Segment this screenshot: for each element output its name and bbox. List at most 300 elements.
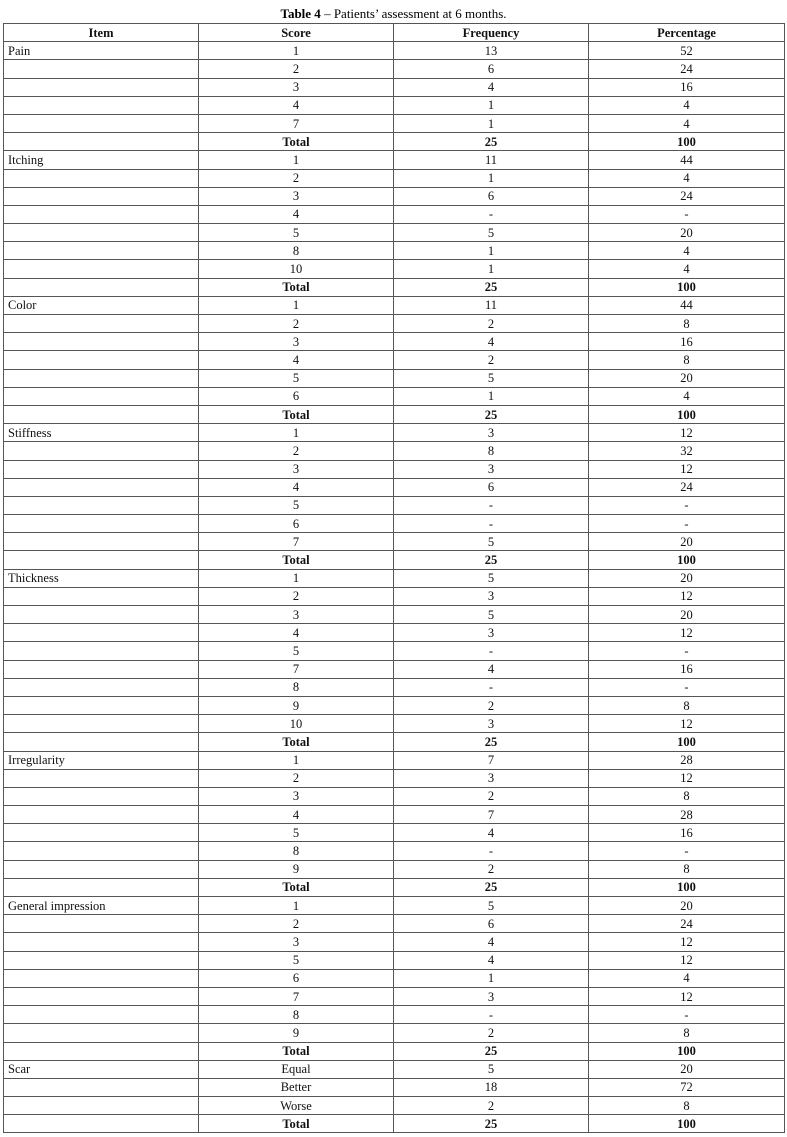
cell-score: Total (199, 878, 394, 896)
cell-item (4, 278, 199, 296)
table-row (4, 987, 785, 1005)
cell-item (4, 987, 199, 1005)
cell-score: 5 (199, 369, 394, 387)
cell-percentage: - (589, 1006, 785, 1024)
cell-percentage: 8 (589, 787, 785, 805)
table-row (4, 1024, 785, 1042)
cell-frequency: 25 (394, 1115, 589, 1133)
table-row (4, 187, 785, 205)
cell-frequency: 25 (394, 405, 589, 423)
cell-frequency: 6 (394, 187, 589, 205)
table-row (4, 933, 785, 951)
cell-score: 1 (199, 897, 394, 915)
table-row-total (4, 1042, 785, 1060)
cell-item (4, 806, 199, 824)
cell-percentage: - (589, 205, 785, 223)
table-row (4, 296, 785, 314)
cell-percentage: 4 (589, 96, 785, 114)
cell-percentage: 20 (589, 897, 785, 915)
cell-frequency: 13 (394, 42, 589, 60)
cell-frequency: - (394, 842, 589, 860)
cell-item (4, 642, 199, 660)
cell-percentage: 4 (589, 242, 785, 260)
cell-frequency: 18 (394, 1078, 589, 1096)
cell-score: 8 (199, 242, 394, 260)
cell-percentage: 28 (589, 751, 785, 769)
cell-percentage: 8 (589, 1097, 785, 1115)
cell-frequency: 25 (394, 278, 589, 296)
table-row (4, 860, 785, 878)
cell-percentage: 16 (589, 824, 785, 842)
table-row (4, 260, 785, 278)
cell-score: 4 (199, 96, 394, 114)
cell-percentage: 8 (589, 315, 785, 333)
cell-frequency: 25 (394, 733, 589, 751)
cell-score: 9 (199, 860, 394, 878)
cell-score: 2 (199, 587, 394, 605)
cell-score: Total (199, 733, 394, 751)
cell-item (4, 1115, 199, 1133)
cell-frequency: 11 (394, 151, 589, 169)
cell-frequency: 3 (394, 587, 589, 605)
cell-frequency: 4 (394, 933, 589, 951)
cell-item: Scar (4, 1060, 199, 1078)
table-row (4, 569, 785, 587)
table-row (4, 424, 785, 442)
cell-item (4, 606, 199, 624)
cell-percentage: 24 (589, 478, 785, 496)
cell-percentage: - (589, 515, 785, 533)
cell-item (4, 242, 199, 260)
cell-item (4, 187, 199, 205)
cell-score: 7 (199, 987, 394, 1005)
cell-score: 2 (199, 169, 394, 187)
table-row (4, 824, 785, 842)
cell-frequency: 3 (394, 715, 589, 733)
cell-score: 5 (199, 951, 394, 969)
cell-percentage: 12 (589, 933, 785, 951)
cell-score: 6 (199, 969, 394, 987)
cell-frequency: 4 (394, 78, 589, 96)
cell-frequency: 5 (394, 533, 589, 551)
cell-percentage: 100 (589, 878, 785, 896)
cell-score: 6 (199, 387, 394, 405)
cell-percentage: 100 (589, 1042, 785, 1060)
cell-frequency: 1 (394, 242, 589, 260)
cell-item (4, 478, 199, 496)
cell-percentage: 4 (589, 114, 785, 132)
cell-frequency: - (394, 205, 589, 223)
table-row (4, 1097, 785, 1115)
header-frequency: Frequency (394, 24, 589, 42)
table-row (4, 387, 785, 405)
cell-percentage: 100 (589, 1115, 785, 1133)
cell-percentage: 20 (589, 606, 785, 624)
cell-score: Equal (199, 1060, 394, 1078)
cell-item (4, 333, 199, 351)
cell-frequency: 8 (394, 442, 589, 460)
cell-frequency: 25 (394, 133, 589, 151)
cell-percentage: 16 (589, 660, 785, 678)
cell-percentage: 52 (589, 42, 785, 60)
cell-item (4, 387, 199, 405)
cell-score: 2 (199, 769, 394, 787)
cell-percentage: 72 (589, 1078, 785, 1096)
cell-frequency: 25 (394, 551, 589, 569)
cell-frequency: 5 (394, 569, 589, 587)
table-row (4, 624, 785, 642)
cell-score: 1 (199, 569, 394, 587)
cell-frequency: 2 (394, 315, 589, 333)
cell-frequency: 1 (394, 260, 589, 278)
table-row (4, 1060, 785, 1078)
cell-item: Pain (4, 42, 199, 60)
table-row-total (4, 133, 785, 151)
table-row (4, 224, 785, 242)
table-row-total (4, 405, 785, 423)
table-row (4, 242, 785, 260)
cell-item: Stiffness (4, 424, 199, 442)
cell-item (4, 860, 199, 878)
cell-percentage: 8 (589, 860, 785, 878)
cell-percentage: - (589, 842, 785, 860)
cell-score: 5 (199, 824, 394, 842)
cell-score: 9 (199, 696, 394, 714)
cell-item: Color (4, 296, 199, 314)
cell-score: Total (199, 133, 394, 151)
cell-item (4, 533, 199, 551)
table-row (4, 969, 785, 987)
cell-item (4, 1078, 199, 1096)
cell-percentage: 100 (589, 733, 785, 751)
cell-frequency: - (394, 515, 589, 533)
cell-score: 10 (199, 260, 394, 278)
cell-item (4, 114, 199, 132)
cell-frequency: 5 (394, 224, 589, 242)
cell-frequency: 4 (394, 333, 589, 351)
cell-item (4, 787, 199, 805)
table-row (4, 787, 785, 805)
cell-score: 7 (199, 660, 394, 678)
cell-percentage: 24 (589, 60, 785, 78)
cell-percentage: 4 (589, 260, 785, 278)
table-row (4, 42, 785, 60)
table-row-total (4, 733, 785, 751)
cell-percentage: 28 (589, 806, 785, 824)
cell-frequency: 1 (394, 96, 589, 114)
cell-score: 1 (199, 42, 394, 60)
table-row (4, 60, 785, 78)
cell-item (4, 496, 199, 514)
cell-item (4, 224, 199, 242)
cell-item (4, 1024, 199, 1042)
cell-score: 8 (199, 1006, 394, 1024)
cell-item (4, 133, 199, 151)
table-row (4, 351, 785, 369)
cell-frequency: 1 (394, 114, 589, 132)
cell-frequency: 2 (394, 696, 589, 714)
cell-item: Itching (4, 151, 199, 169)
table-row (4, 897, 785, 915)
cell-item (4, 315, 199, 333)
cell-frequency: - (394, 496, 589, 514)
cell-frequency: 2 (394, 860, 589, 878)
cell-item (4, 842, 199, 860)
table-body (4, 42, 785, 1133)
cell-score: 2 (199, 60, 394, 78)
cell-item (4, 915, 199, 933)
table-caption (3, 5, 784, 23)
table-row (4, 333, 785, 351)
table-row (4, 478, 785, 496)
cell-item: Irregularity (4, 751, 199, 769)
table-row-total (4, 551, 785, 569)
caption-text: – Patients’ assessment at 6 months. (320, 6, 507, 21)
cell-percentage: 12 (589, 587, 785, 605)
cell-frequency: 6 (394, 915, 589, 933)
cell-frequency: 4 (394, 951, 589, 969)
cell-percentage: 44 (589, 151, 785, 169)
cell-frequency: - (394, 1006, 589, 1024)
cell-percentage: 12 (589, 424, 785, 442)
cell-percentage: 100 (589, 405, 785, 423)
table-row (4, 78, 785, 96)
cell-percentage: 24 (589, 915, 785, 933)
cell-percentage: - (589, 642, 785, 660)
cell-percentage: 4 (589, 387, 785, 405)
cell-score: 5 (199, 642, 394, 660)
cell-score: 3 (199, 933, 394, 951)
cell-frequency: 3 (394, 769, 589, 787)
cell-score: 1 (199, 751, 394, 769)
cell-item (4, 733, 199, 751)
cell-score: 3 (199, 333, 394, 351)
cell-frequency: 3 (394, 987, 589, 1005)
cell-score: Worse (199, 1097, 394, 1115)
cell-score: 4 (199, 806, 394, 824)
table-row-total (4, 1115, 785, 1133)
header-item: Item (4, 24, 199, 42)
cell-frequency: 7 (394, 806, 589, 824)
cell-item (4, 205, 199, 223)
cell-item (4, 969, 199, 987)
cell-item (4, 715, 199, 733)
cell-percentage: - (589, 678, 785, 696)
cell-item (4, 60, 199, 78)
cell-percentage: 8 (589, 1024, 785, 1042)
cell-score: 8 (199, 842, 394, 860)
cell-item (4, 169, 199, 187)
table-row (4, 114, 785, 132)
cell-percentage: 32 (589, 442, 785, 460)
table-row (4, 169, 785, 187)
table-row (4, 496, 785, 514)
cell-score: 7 (199, 533, 394, 551)
cell-frequency: 7 (394, 751, 589, 769)
cell-item (4, 951, 199, 969)
table-row (4, 1078, 785, 1096)
cell-item (4, 369, 199, 387)
cell-percentage: 100 (589, 278, 785, 296)
cell-score: 3 (199, 460, 394, 478)
table-row (4, 587, 785, 605)
cell-item (4, 1006, 199, 1024)
cell-percentage: 12 (589, 715, 785, 733)
cell-percentage: 44 (589, 296, 785, 314)
cell-score: 2 (199, 315, 394, 333)
header-percentage: Percentage (589, 24, 785, 42)
cell-item (4, 1097, 199, 1115)
cell-score: Total (199, 1115, 394, 1133)
cell-frequency: 2 (394, 1097, 589, 1115)
cell-frequency: 1 (394, 969, 589, 987)
cell-item: General impression (4, 897, 199, 915)
cell-score: 8 (199, 678, 394, 696)
header-score: Score (199, 24, 394, 42)
caption-label: Table 4 (280, 6, 321, 21)
table-row (4, 769, 785, 787)
cell-item (4, 587, 199, 605)
table-row (4, 660, 785, 678)
cell-item: Thickness (4, 569, 199, 587)
table-row (4, 606, 785, 624)
cell-frequency: 2 (394, 351, 589, 369)
cell-frequency: 1 (394, 387, 589, 405)
cell-score: 4 (199, 351, 394, 369)
cell-score: 1 (199, 296, 394, 314)
table-row (4, 842, 785, 860)
cell-score: 6 (199, 515, 394, 533)
cell-item (4, 696, 199, 714)
cell-item (4, 96, 199, 114)
cell-percentage: 20 (589, 1060, 785, 1078)
table-row (4, 715, 785, 733)
cell-percentage: 20 (589, 569, 785, 587)
table-row (4, 151, 785, 169)
cell-percentage: 12 (589, 987, 785, 1005)
table-row (4, 806, 785, 824)
table-row (4, 442, 785, 460)
cell-score: Total (199, 278, 394, 296)
cell-frequency: - (394, 678, 589, 696)
cell-score: 3 (199, 78, 394, 96)
cell-frequency: 5 (394, 606, 589, 624)
cell-item (4, 1042, 199, 1060)
cell-item (4, 260, 199, 278)
cell-score: 4 (199, 205, 394, 223)
cell-item (4, 878, 199, 896)
cell-score: Total (199, 551, 394, 569)
cell-frequency: 3 (394, 624, 589, 642)
cell-percentage: 4 (589, 969, 785, 987)
cell-frequency: 3 (394, 460, 589, 478)
cell-frequency: 5 (394, 897, 589, 915)
cell-percentage: 12 (589, 624, 785, 642)
cell-item (4, 660, 199, 678)
cell-score: 4 (199, 478, 394, 496)
cell-score: 1 (199, 424, 394, 442)
table-row (4, 915, 785, 933)
cell-score: 2 (199, 442, 394, 460)
cell-item (4, 624, 199, 642)
cell-percentage: 12 (589, 769, 785, 787)
cell-percentage: 24 (589, 187, 785, 205)
cell-percentage: 8 (589, 351, 785, 369)
cell-item (4, 405, 199, 423)
cell-frequency: 11 (394, 296, 589, 314)
table-row (4, 205, 785, 223)
cell-percentage: 12 (589, 460, 785, 478)
cell-frequency: 5 (394, 369, 589, 387)
cell-item (4, 351, 199, 369)
cell-frequency: 1 (394, 169, 589, 187)
cell-percentage: 12 (589, 951, 785, 969)
table-row (4, 460, 785, 478)
cell-score: Better (199, 1078, 394, 1096)
cell-frequency: 25 (394, 878, 589, 896)
cell-percentage: 20 (589, 369, 785, 387)
cell-score: 3 (199, 787, 394, 805)
cell-frequency: 5 (394, 1060, 589, 1078)
cell-score: 2 (199, 915, 394, 933)
cell-percentage: 20 (589, 533, 785, 551)
cell-percentage: 16 (589, 333, 785, 351)
cell-item (4, 678, 199, 696)
table-row (4, 369, 785, 387)
table-row (4, 533, 785, 551)
cell-item (4, 933, 199, 951)
cell-percentage: 16 (589, 78, 785, 96)
table-row (4, 1006, 785, 1024)
cell-frequency: 25 (394, 1042, 589, 1060)
table-container (3, 5, 784, 1133)
cell-item (4, 78, 199, 96)
assessment-table (3, 23, 785, 1133)
table-row (4, 951, 785, 969)
table-row (4, 751, 785, 769)
table-row (4, 678, 785, 696)
cell-score: Total (199, 1042, 394, 1060)
cell-frequency: 3 (394, 424, 589, 442)
cell-frequency: 4 (394, 824, 589, 842)
cell-score: 3 (199, 606, 394, 624)
cell-frequency: 2 (394, 1024, 589, 1042)
cell-score: 4 (199, 624, 394, 642)
cell-score: 7 (199, 114, 394, 132)
cell-frequency: 6 (394, 478, 589, 496)
table-row-total (4, 278, 785, 296)
header-row (4, 24, 785, 42)
table-row (4, 696, 785, 714)
cell-percentage: 20 (589, 224, 785, 242)
cell-item (4, 460, 199, 478)
cell-score: 5 (199, 496, 394, 514)
cell-frequency: 4 (394, 660, 589, 678)
cell-item (4, 442, 199, 460)
cell-score: 1 (199, 151, 394, 169)
table-row (4, 515, 785, 533)
table-row (4, 315, 785, 333)
table-row (4, 642, 785, 660)
cell-score: 9 (199, 1024, 394, 1042)
cell-score: Total (199, 405, 394, 423)
cell-percentage: 8 (589, 696, 785, 714)
cell-frequency: 2 (394, 787, 589, 805)
cell-percentage: 100 (589, 551, 785, 569)
table-row (4, 96, 785, 114)
cell-item (4, 551, 199, 569)
cell-item (4, 769, 199, 787)
